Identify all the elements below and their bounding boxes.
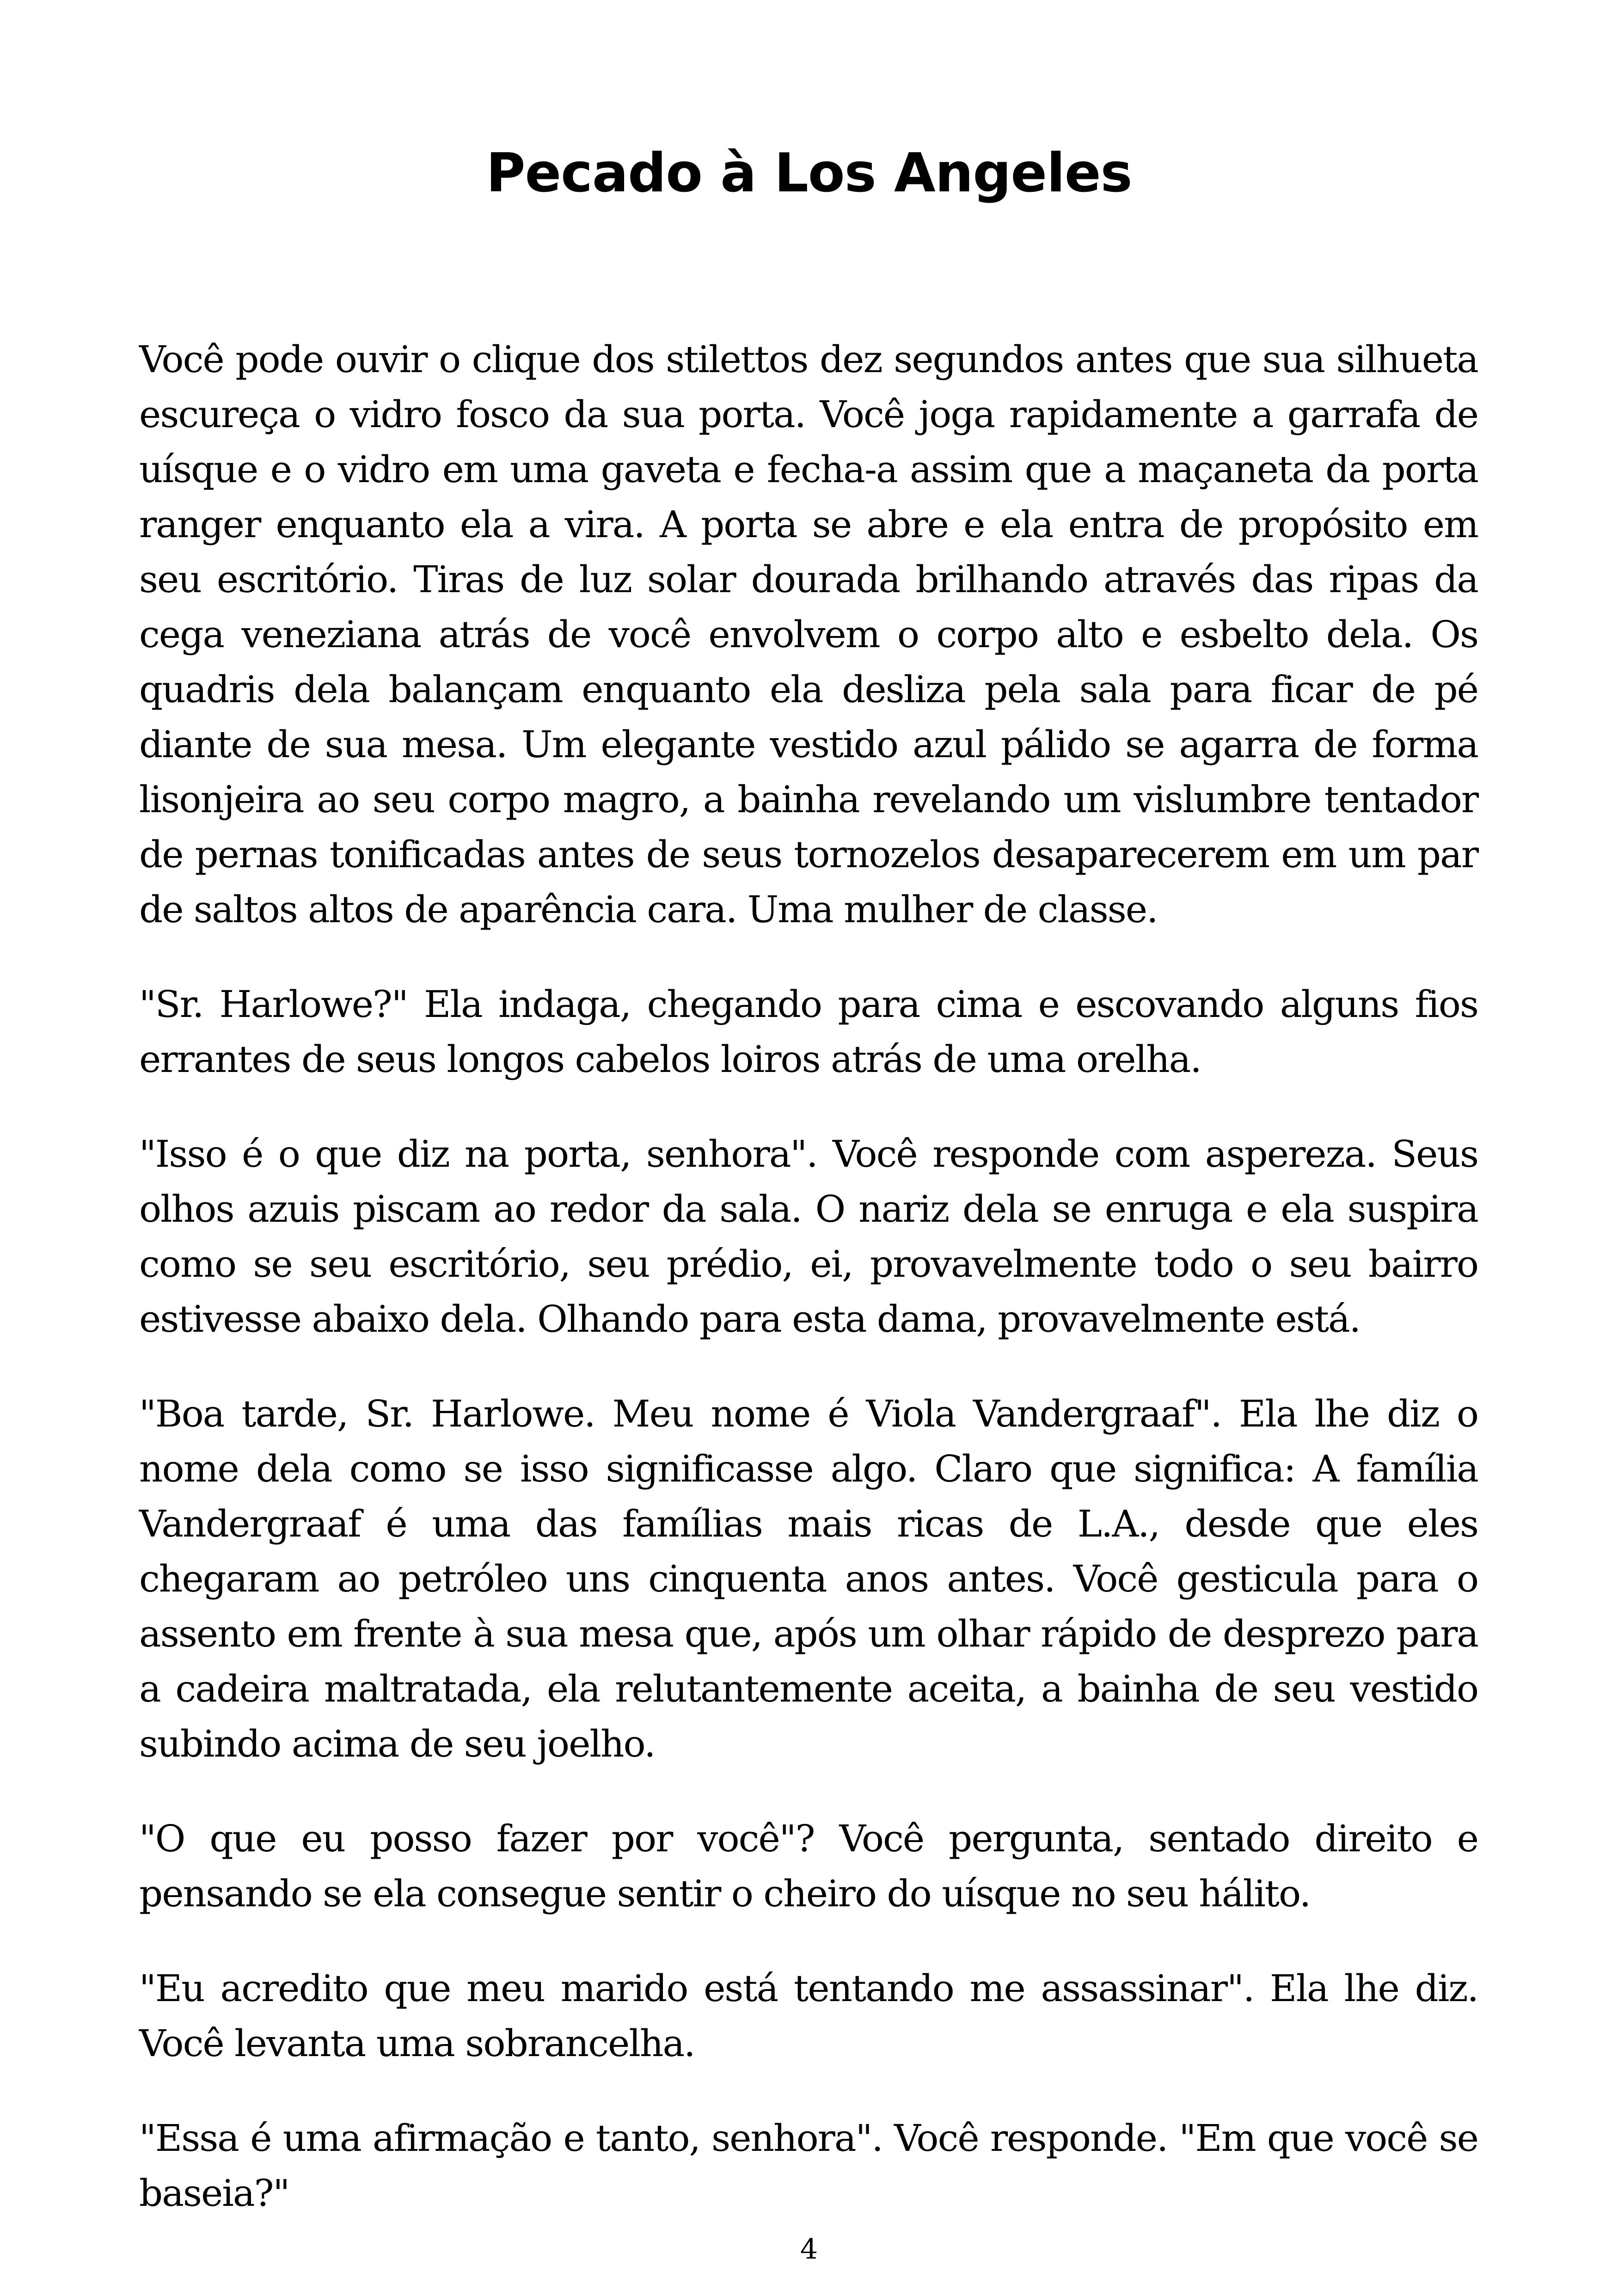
page-title: Pecado à Los Angeles (486, 142, 1132, 204)
paragraph: "Boa tarde, Sr. Harlowe. Meu nome é Viola Vandergraaf". Ela lhe diz o nome dela como se isso significasse algo. Claro que significa: A família Vandergraaf é uma das famílias mais ricas de L.A., desde que eles chegaram ao petróleo uns cinquenta anos antes. Você gesticula para o assento em frente à sua mesa que, após um olhar rápido de desprezo para a cadeira maltratada, ela relutantemente aceita, a bainha de seu vestido subindo acima de seu joelho. (139, 1392, 1478, 1765)
paragraph: "Eu acredito que meu marido está tentando me assassinar". Ela lhe diz. Você levanta uma sobrancelha. (139, 1967, 1478, 2065)
paragraph: "Sr. Harlowe?" Ela indaga, chegando para cima e escovando alguns fios errantes de seus longos cabelos loiros atrás de uma orelha. (139, 983, 1478, 1081)
paragraph: "Isso é o que diz na porta, senhora". Você responde com aspereza. Seus olhos azuis piscam ao redor da sala. O nariz dela se enruga e ela suspira como se seu escritório, seu prédio, ei, provavelmente todo o seu bairro estivesse abaixo dela. Olhando para esta dama, provavelmente está. (139, 1133, 1478, 1341)
paragraph: "O que eu posso fazer por você"? Você pergunta, sentado direito e pensando se ela consegue sentir o cheiro do uísque no seu hálito. (139, 1817, 1478, 1915)
body-text (139, 332, 1478, 2260)
paragraph: Você pode ouvir o clique dos stilettos dez segundos antes que sua silhueta escureça o vidro fosco da sua porta. Você joga rapidamente a garrafa de uísque e o vidro em uma gaveta e fecha-a assim que a maçaneta da porta ranger enquanto ela a vira. A porta se abre e ela entra de propósito em seu escritório. Tiras de luz solar dourada brilhando através das ripas da cega veneziana atrás de você envolvem o corpo alto e esbelto dela. Os quadris dela balançam enquanto ela desliza pela sala para ficar de pé diante de sua mesa. Um elegante vestido azul pálido se agarra de forma lisonjeira ao seu corpo magro, a bainha revelando um vislumbre tentador de pernas tonificadas antes de seus tornozelos desaparecerem em um par de saltos altos de aparência cara. Uma mulher de classe. (139, 338, 1478, 931)
page-number: 4 (800, 2233, 818, 2265)
paragraph: "Essa é uma afirmação e tanto, senhora". Você responde. "Em que você se baseia?" (139, 2117, 1478, 2215)
